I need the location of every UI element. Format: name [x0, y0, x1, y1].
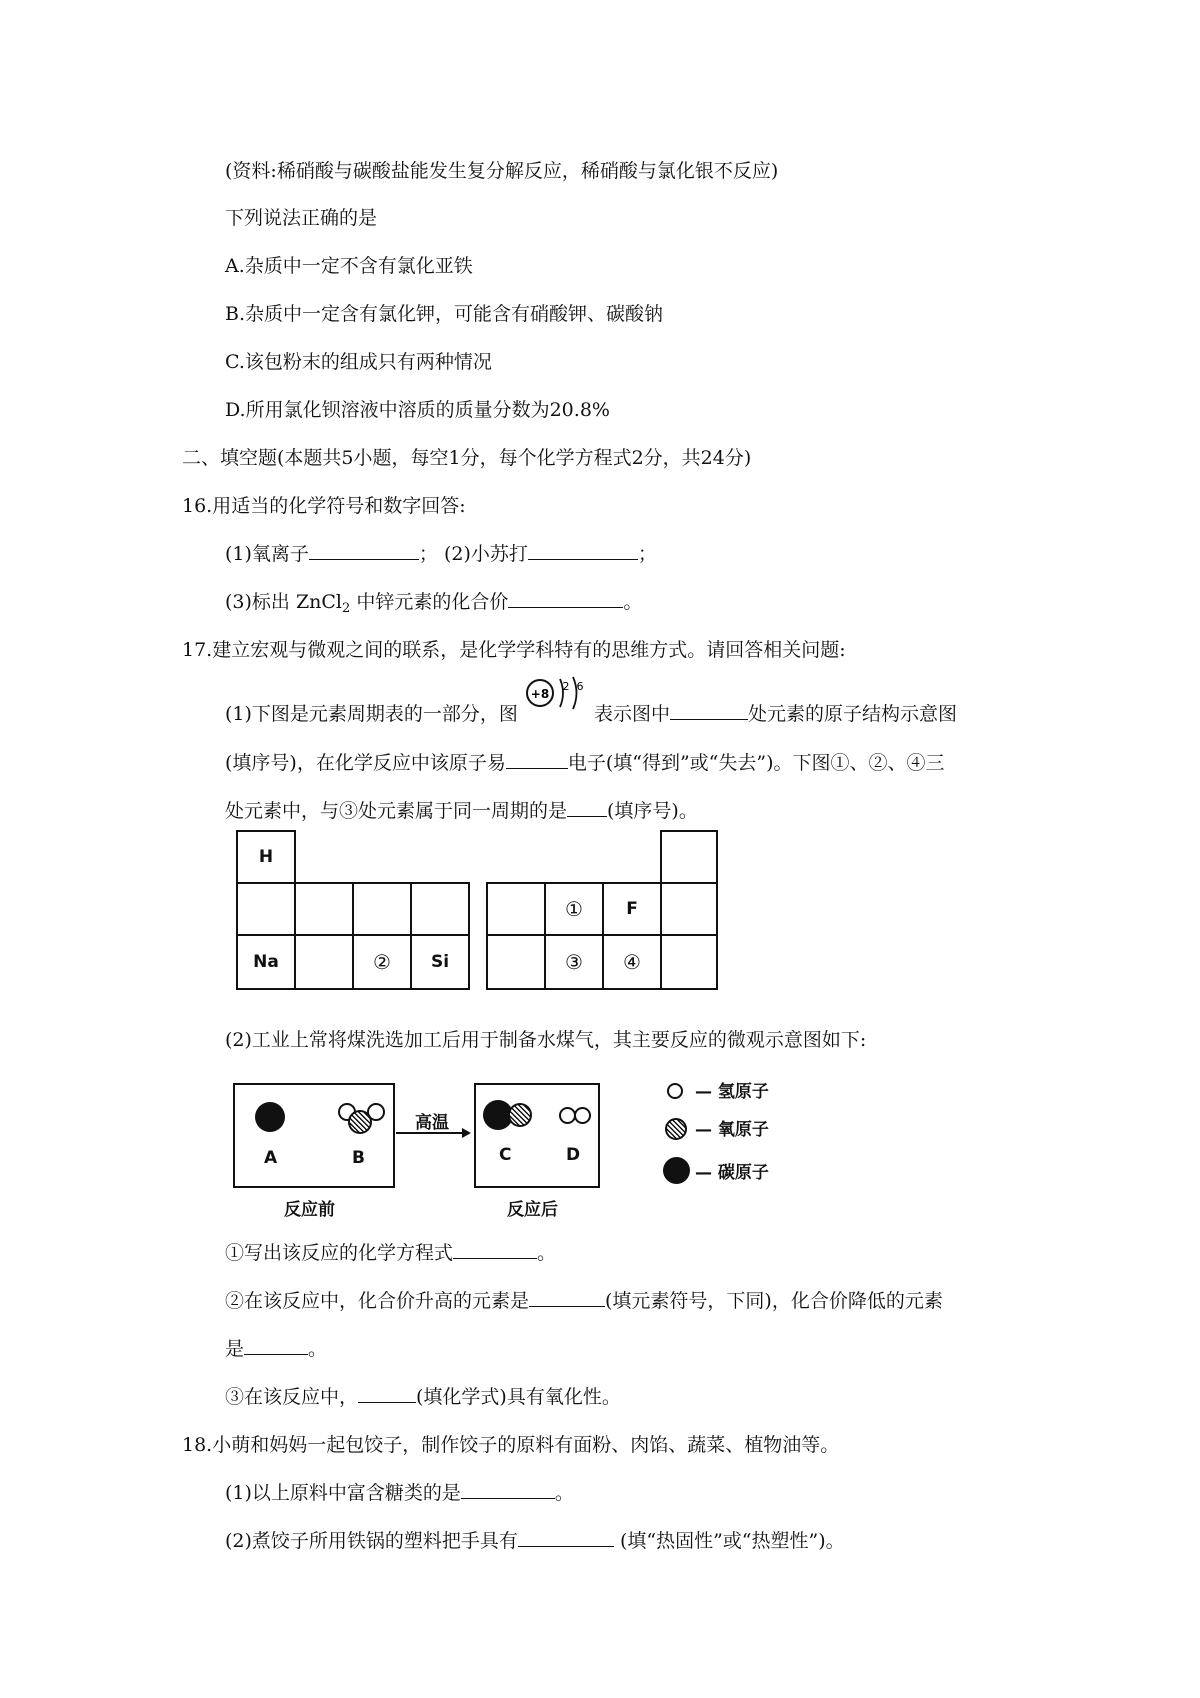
- legend-oxygen-label: — 氧原子: [695, 1120, 769, 1140]
- answer-blank[interactable]: [309, 541, 419, 560]
- option-c: C.该包粉末的组成只有两种情况: [225, 351, 492, 373]
- legend-oxygen-icon: [665, 1118, 687, 1140]
- q18-p2-a: (2)煮饺子所用铁锅的塑料把手具有: [225, 1530, 518, 1552]
- cell-empty: [236, 882, 296, 936]
- q17-s3-a: ③在该反应中，: [225, 1386, 359, 1408]
- cell-empty: [294, 934, 354, 990]
- q17-s1-end: 。: [537, 1242, 557, 1264]
- option-b: B.杂质中一定含有氯化钾，可能含有硝酸钾、碳酸钠: [225, 303, 664, 325]
- section-heading: 二、填空题(本题共5小题，每空1分，每个化学方程式2分，共24分): [182, 447, 752, 469]
- answer-blank[interactable]: [670, 701, 748, 720]
- q17-sub3: [225, 1384, 621, 1410]
- q17-s2-line2-end: 。: [308, 1338, 328, 1360]
- q16-p2-label: (2)小苏打: [443, 543, 528, 565]
- answer-blank[interactable]: [508, 589, 623, 608]
- q17-p1-c: 处元素的原子结构示意图: [748, 703, 958, 725]
- option-a: A.杂质中一定不含有氯化亚铁: [225, 255, 473, 277]
- before-box: [233, 1083, 395, 1188]
- cell-empty: [486, 882, 546, 936]
- q17-p1-line3-a: 处元素中，与③处元素属于同一周期的是: [225, 800, 568, 822]
- q17-p1-line3-b: (填序号)。: [607, 800, 698, 822]
- legend-hydrogen-icon: [667, 1083, 683, 1099]
- answer-blank[interactable]: [529, 1288, 605, 1307]
- q17-p1-line2-a: (填序号)，在化学反应中该原子易: [225, 752, 506, 774]
- cell-marker-1: ①: [544, 882, 604, 936]
- answer-blank[interactable]: [506, 750, 568, 769]
- q17-part2-text: (2)工业上常将煤洗选加工后用于制备水煤气，其主要反应的微观示意图如下:: [225, 1029, 867, 1051]
- legend-carbon-label: — 碳原子: [695, 1163, 769, 1183]
- label-d: D: [566, 1145, 581, 1165]
- cell-empty: [486, 934, 546, 990]
- answer-blank[interactable]: [567, 798, 607, 817]
- reaction-arrow-icon: [396, 1126, 472, 1140]
- q18-part2: [225, 1528, 845, 1554]
- q17-p1-a: (1)下图是元素周期表的一部分，图: [225, 703, 518, 725]
- carbon-atom-icon: [255, 1102, 285, 1132]
- material-note: (资料:稀硝酸与碳酸盐能发生复分解反应，稀硝酸与氯化银不反应): [225, 160, 779, 182]
- q17-sub1: [225, 1240, 556, 1266]
- q16-stem: 16.用适当的化学符号和数字回答:: [182, 495, 466, 517]
- q16-part3: [225, 589, 642, 622]
- option-d: D.所用氯化钡溶液中溶质的质量分数为20.8%: [225, 399, 610, 421]
- q17-s1-a: ①写出该反应的化学方程式: [225, 1242, 454, 1264]
- cell-marker-3: ③: [544, 934, 604, 990]
- q16-p2-end: ；: [637, 543, 657, 565]
- answer-blank[interactable]: [461, 1480, 555, 1499]
- cell-empty: [294, 882, 354, 936]
- oxygen-atom-icon: [348, 1110, 372, 1134]
- atom-shell2-label: 6: [576, 680, 584, 693]
- condition-label: 高温: [415, 1113, 449, 1133]
- q17-s2-a: ②在该反应中，化合价升高的元素是: [225, 1290, 530, 1312]
- q17-part1-line3: [225, 798, 698, 824]
- q17-p1-line2-b: 电子(填“得到”或“失去”)。下图①、②、④三: [567, 752, 945, 774]
- before-label: 反应前: [284, 1200, 335, 1220]
- atom-shell1-label: 2: [562, 680, 570, 693]
- q17-s2-b: (填元素符号，下同)，化合价降低的元素: [605, 1290, 943, 1312]
- q17-s2-line2-a: 是: [225, 1338, 245, 1360]
- answer-blank[interactable]: [528, 541, 638, 560]
- cell-marker-2: ②: [352, 934, 412, 990]
- q18-part1: [225, 1480, 574, 1506]
- legend-carbon-icon: [663, 1157, 690, 1184]
- q16-part1-2: [225, 541, 657, 567]
- atom-structure-svg: [524, 671, 588, 727]
- hydrogen-atom-icon: [574, 1107, 591, 1124]
- q17-sub2: [225, 1288, 943, 1314]
- cell-na: Na: [236, 934, 296, 990]
- answer-blank[interactable]: [453, 1240, 537, 1259]
- cell-f: F: [602, 882, 662, 936]
- q16-p1-sep: ；: [418, 543, 438, 565]
- q17-stem: 17.建立宏观与微观之间的联系，是化学学科特有的思维方式。请回答相关问题:: [182, 639, 846, 661]
- cell-h: H: [236, 830, 296, 884]
- q17-s3-b: (填化学式)具有氧化性。: [416, 1386, 621, 1408]
- subscript: 2: [342, 601, 351, 616]
- q17-part1-line1: [225, 680, 958, 727]
- q18-p2-b: (填“热固性”或“热塑性”)。: [613, 1530, 845, 1552]
- q17-part1-line2: [225, 750, 945, 776]
- cell-empty: [352, 882, 412, 936]
- cell-empty: [410, 882, 470, 936]
- cell-empty: [660, 934, 718, 990]
- after-box: [474, 1083, 600, 1188]
- q16-p1-label: (1)氧离子: [225, 543, 309, 565]
- q18-stem: 18.小萌和妈妈一起包饺子，制作饺子的原料有面粉、肉馅、蔬菜、植物油等。: [182, 1434, 840, 1456]
- cell-marker-4: ④: [602, 934, 662, 990]
- q16-p3-a: (3)标出 ZnCl: [225, 591, 343, 613]
- question-prompt: 下列说法正确的是: [225, 207, 378, 229]
- q17-sub2-line2: [225, 1336, 327, 1362]
- cell-si: Si: [410, 934, 470, 990]
- label-a: A: [264, 1148, 278, 1168]
- q18-p1-a: (1)以上原料中富含糖类的是: [225, 1482, 461, 1504]
- cell-empty: [660, 830, 718, 884]
- answer-blank[interactable]: [358, 1384, 416, 1403]
- after-label: 反应后: [507, 1200, 558, 1220]
- answer-blank[interactable]: [518, 1528, 614, 1547]
- legend-hydrogen-label: — 氢原子: [695, 1082, 769, 1102]
- atom-structure-icon: [524, 680, 588, 727]
- q18-p1-end: 。: [554, 1482, 574, 1504]
- q16-p3-b: 中锌元素的化合价: [350, 591, 509, 613]
- label-b: B: [352, 1148, 365, 1168]
- label-c: C: [499, 1145, 512, 1165]
- periodic-table-fragment: [236, 830, 716, 992]
- q16-p3-end: 。: [623, 591, 643, 613]
- answer-blank[interactable]: [244, 1336, 308, 1355]
- atom-nucleus-label: +8: [530, 687, 550, 701]
- cell-empty: [660, 882, 718, 936]
- oxygen-atom-icon: [508, 1103, 532, 1127]
- q17-p1-b: 表示图中: [594, 703, 671, 725]
